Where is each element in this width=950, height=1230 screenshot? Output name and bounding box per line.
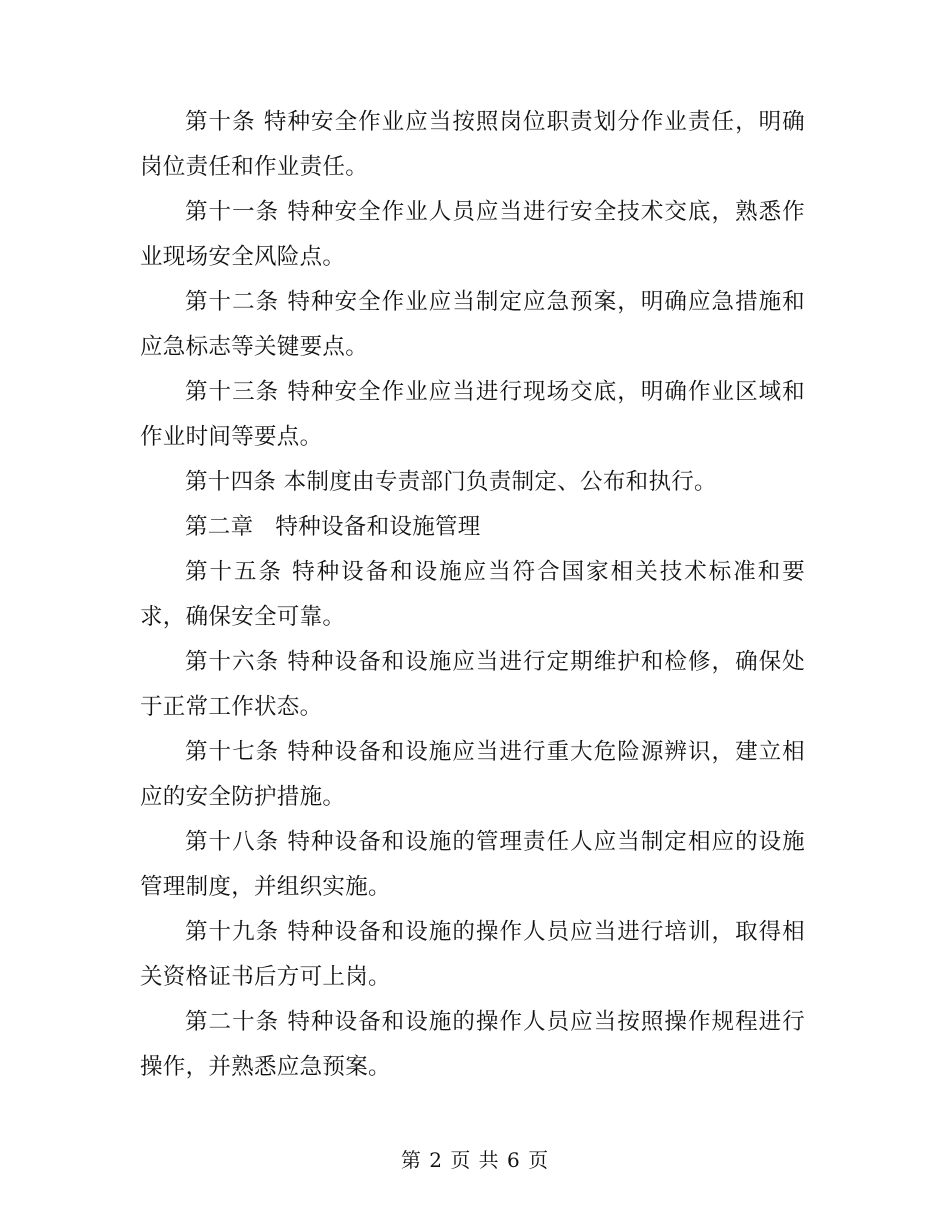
article-19: 第十九条 特种设备和设施的操作人员应当进行培训，取得相关资格证书后方可上岗。 (140, 919, 805, 990)
article-20: 第二十条 特种设备和设施的操作人员应当按照操作规程进行操作，并熟悉应急预案。 (140, 1009, 805, 1080)
article-11: 第十一条 特种安全作业人员应当进行安全技术交底，熟悉作业现场安全风险点。 (140, 199, 805, 270)
chapter-number: 第二章 (185, 514, 254, 540)
page-footer: 第 2 页 共 6 页 (400, 1148, 550, 1172)
article-13: 第十三条 特种安全作业应当进行现场交底，明确作业区域和作业时间等要点。 (140, 379, 805, 450)
article-16: 第十六条 特种设备和设施应当进行定期维护和检修，确保处于正常工作状态。 (140, 649, 805, 720)
article-18: 第十八条 特种设备和设施的管理责任人应当制定相应的设施管理制度，并组织实施。 (140, 829, 805, 900)
article-17: 第十七条 特种设备和设施应当进行重大危险源辨识，建立相应的安全防护措施。 (140, 739, 805, 810)
article-12: 第十二条 特种安全作业应当制定应急预案，明确应急措施和应急标志等关键要点。 (140, 289, 805, 360)
document-body (140, 100, 805, 1090)
chapter-title: 特种设备和设施管理 (275, 514, 481, 540)
article-15: 第十五条 特种设备和设施应当符合国家相关技术标准和要求，确保安全可靠。 (140, 559, 805, 630)
chapter-heading (140, 505, 805, 550)
article-14: 第十四条 本制度由专责部门负责制定、公布和执行。 (185, 469, 717, 495)
article-10: 第十条 特种安全作业应当按照岗位职责划分作业责任，明确岗位责任和作业责任。 (140, 109, 805, 180)
